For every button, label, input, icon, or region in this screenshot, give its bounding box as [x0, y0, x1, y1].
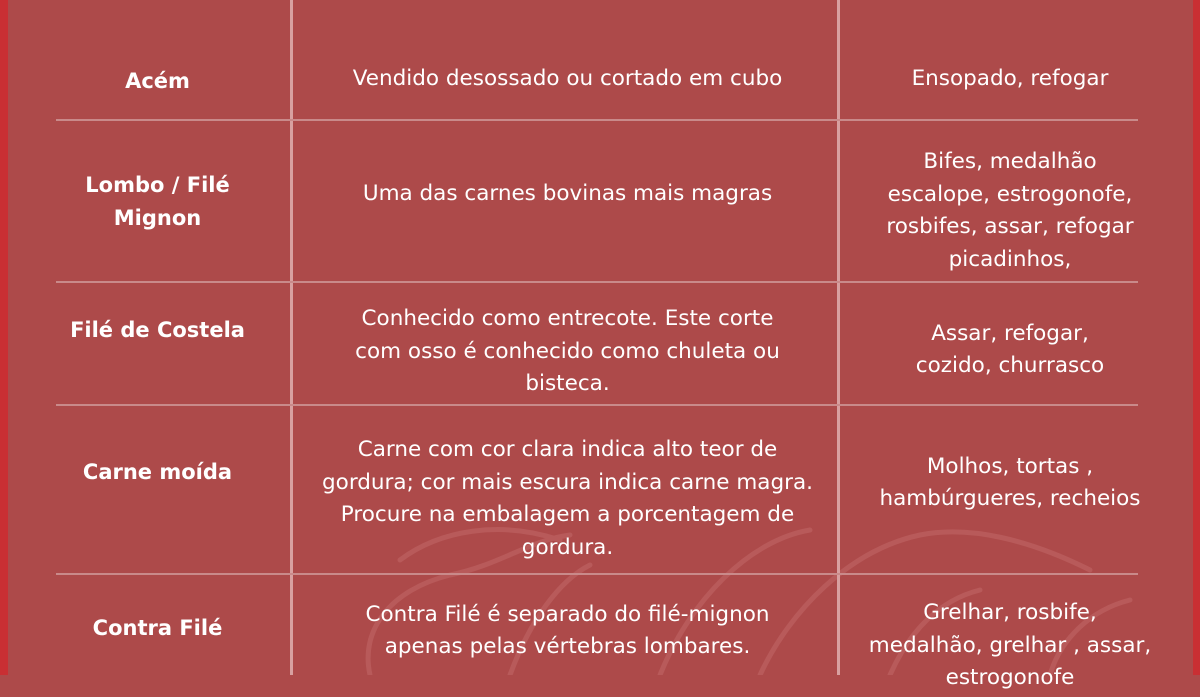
cut-description: Carne com cor clara indica alto teor de gordura; cor mais escura indica carne magra. Procure na embalagem a porcentagem de gordura.	[322, 437, 813, 560]
cut-name: Carne moída	[82, 459, 233, 484]
table-row-3-description	[300, 302, 835, 402]
cut-uses: Grelhar, rosbife, medalhão, grelhar , assar, estrogonofe	[868, 600, 1152, 690]
row-divider-4	[56, 573, 1138, 575]
table-row-2-cut	[30, 128, 285, 276]
cut-description: Vendido desossado ou cortado em cubo	[352, 65, 783, 91]
table-row-1-cut	[30, 50, 285, 112]
table-row-4-cut	[30, 440, 285, 504]
cut-uses: Molhos, tortas , hambúrgueres, recheios	[879, 453, 1141, 511]
cut-description: Uma das carnes bovinas mais magras	[362, 180, 773, 206]
cut-uses: Ensopado, refogar	[911, 65, 1109, 91]
cut-name: Contra Filé	[92, 615, 223, 640]
table-row-1-uses	[850, 48, 1170, 110]
cut-description: Conhecido como entrecote. Este corte com osso é conhecido como chuleta ou bisteca.	[355, 306, 780, 397]
table-row-4-uses	[850, 450, 1170, 516]
row-divider-2	[56, 281, 1138, 283]
table-row-3-cut	[30, 290, 285, 370]
table-row-5-cut	[30, 596, 285, 660]
table-row-3-uses	[850, 310, 1170, 390]
table-row-2-uses	[850, 143, 1170, 279]
cut-uses: Bifes, medalhão escalope, estrogonofe, rosbifes, assar, refogar picadinhos,	[886, 149, 1134, 272]
cut-name: Acém	[125, 68, 190, 93]
table-row-4-description	[300, 432, 835, 566]
table-row-1-description	[300, 48, 835, 110]
row-divider-1	[56, 119, 1138, 121]
cut-name: Filé de Costela	[70, 317, 245, 342]
table-row-2-description	[300, 128, 835, 260]
table-row-5-uses	[850, 597, 1170, 697]
table-row-5-description	[300, 596, 835, 666]
row-divider-3	[56, 404, 1138, 406]
cut-uses: Assar, refogar, cozido, churrasco	[915, 320, 1105, 378]
cut-description: Contra Filé é separado do filé-mignon apenas pelas vértebras lombares.	[365, 601, 770, 659]
cut-name: Lombo / Filé Mignon	[85, 173, 230, 230]
left-edge-stripe	[0, 0, 8, 675]
